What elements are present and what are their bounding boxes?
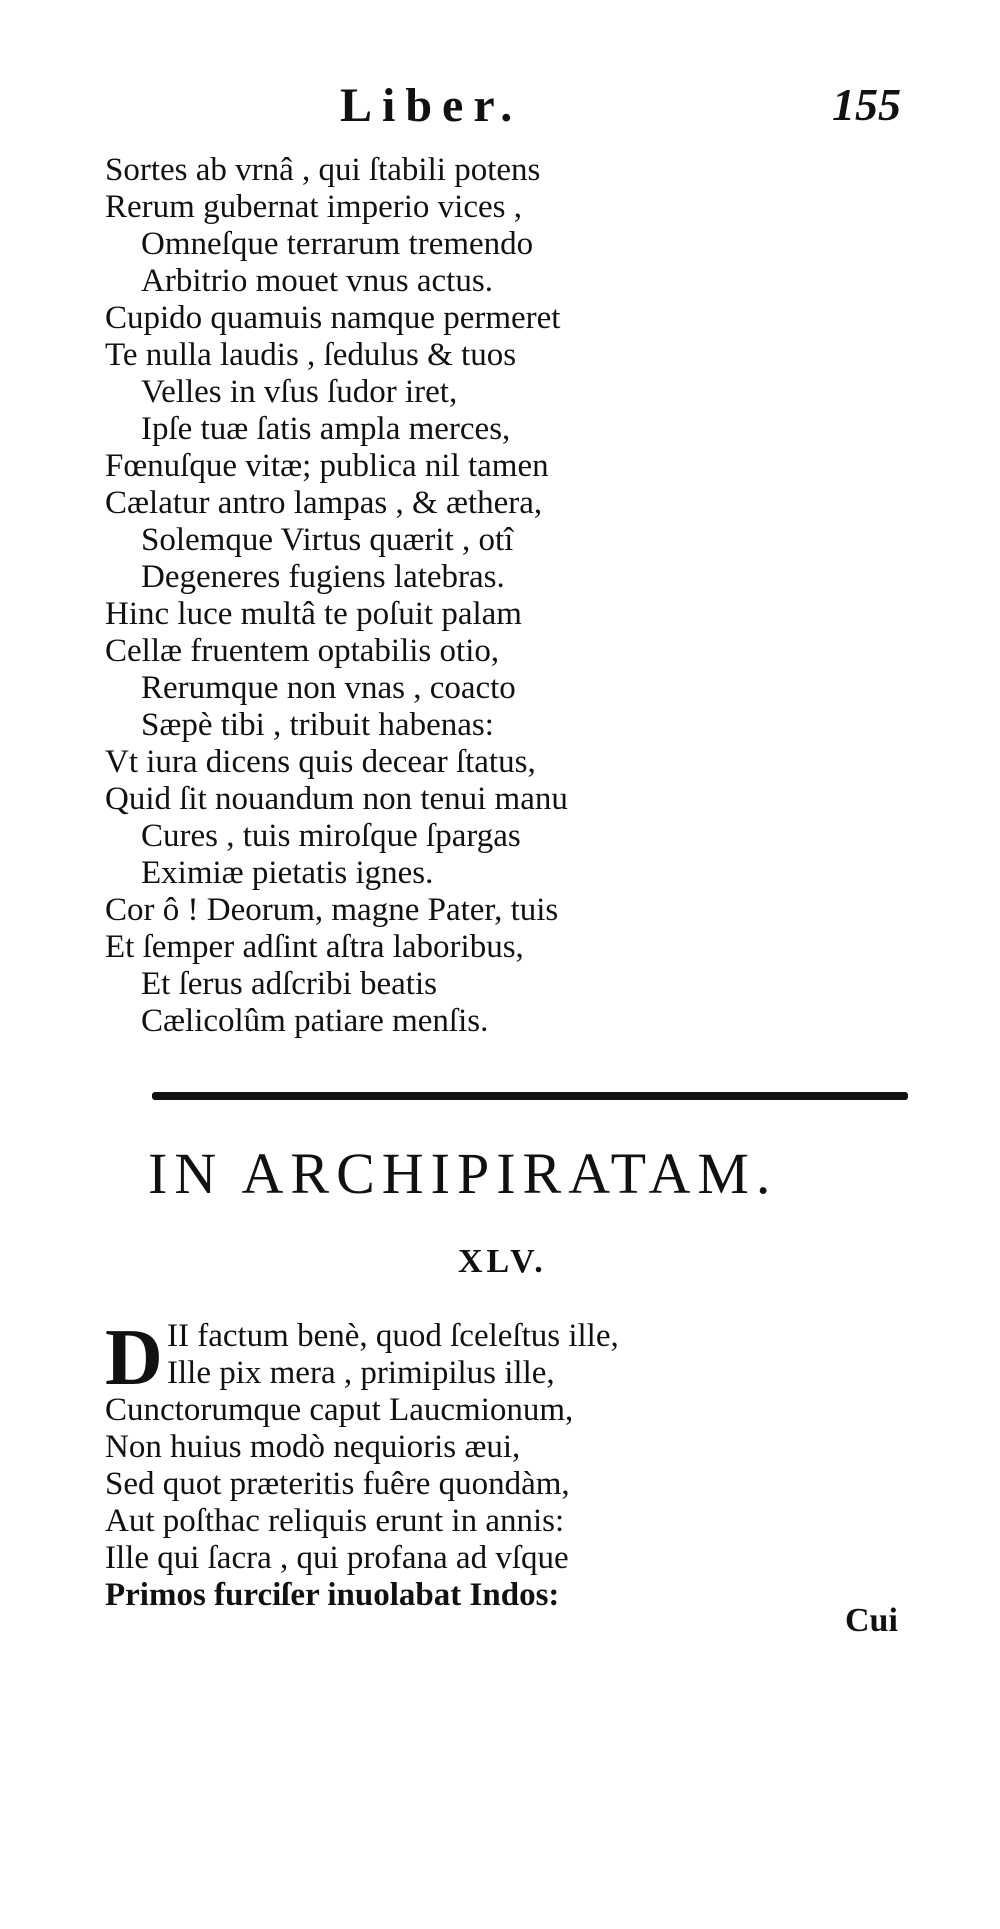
verse-line: Cor ô ! Deorum, magne Pater, tuis: [105, 892, 559, 928]
page-number: 155: [832, 79, 901, 130]
verse-line: Sæpè tibi , tribuit habenas:: [141, 707, 494, 743]
verse-line: Fœnuſque vitæ; publica nil tamen: [105, 448, 549, 484]
verse-line: Te nulla laudis , ſedulus & tuos: [105, 337, 517, 373]
verse-line: Solemque Virtus quærit , otî: [141, 522, 514, 558]
verse-line: Cælicolûm patiare menſis.: [141, 1003, 489, 1039]
verse-line: Ille pix mera , primipilus ille,: [167, 1355, 555, 1391]
drop-cap: D: [105, 1314, 163, 1402]
verse-line: Arbitrio mouet vnus actus.: [141, 263, 493, 299]
poem-two: [105, 1314, 725, 1614]
section-title: IN ARCHIPIRATAM.: [148, 1141, 778, 1206]
verse-line: Sed quot præteritis fuêre quondàm,: [105, 1466, 570, 1502]
verse-line: Et ſerus adſcribi beatis: [141, 966, 437, 1002]
verse-line: Rerumque non vnas , coacto: [141, 670, 516, 706]
section-number: XLV.: [458, 1243, 547, 1280]
verse-line: Ipſe tuæ ſatis ampla merces,: [141, 411, 511, 447]
verse-line: Vt iura dicens quis decear ſtatus,: [105, 744, 536, 780]
verse-line: Degeneres fugiens latebras.: [141, 559, 505, 595]
poem-one: [105, 152, 725, 1040]
verse-line: Sortes ab vrnâ , qui ſtabili potens: [105, 152, 541, 188]
verse-line: Et ſemper adſint aſtra laboribus,: [105, 929, 524, 965]
verse-line: Velles in vſus ſudor iret,: [141, 374, 458, 410]
verse-line: Cælatur antro lampas , & æthera,: [105, 485, 543, 521]
verse-line: II factum benè, quod ſceleſtus ille,: [167, 1318, 619, 1354]
verse-line: Primos furciſer inuolabat Indos:: [105, 1577, 560, 1613]
verse-line: Omneſque terrarum tremendo: [141, 226, 534, 262]
verse-line: Non huius modò nequioris æui,: [105, 1429, 521, 1465]
verse-line: Eximiæ pietatis ignes.: [141, 855, 434, 891]
catchword: Cui: [845, 1602, 898, 1639]
verse-line: Cupido quamuis namque permeret: [105, 300, 561, 336]
verse-line: Hinc luce multâ te poſuit palam: [105, 596, 522, 632]
running-head: Liber.: [340, 79, 523, 132]
verse-line: Aut poſthac reliquis erunt in annis:: [105, 1503, 565, 1539]
verse-line: Rerum gubernat imperio vices ,: [105, 189, 522, 225]
verse-line: Cures , tuis miroſque ſpargas: [141, 818, 521, 854]
verse-line: Ille qui ſacra , qui profana ad vſque: [105, 1540, 569, 1576]
section-divider-rule: [152, 1092, 908, 1100]
verse-line: Quid ſit nouandum non tenui manu: [105, 781, 568, 817]
verse-line: Cellæ fruentem optabilis otio,: [105, 633, 500, 669]
verse-line: Cunctorumque caput Laucmionum,: [105, 1392, 574, 1428]
